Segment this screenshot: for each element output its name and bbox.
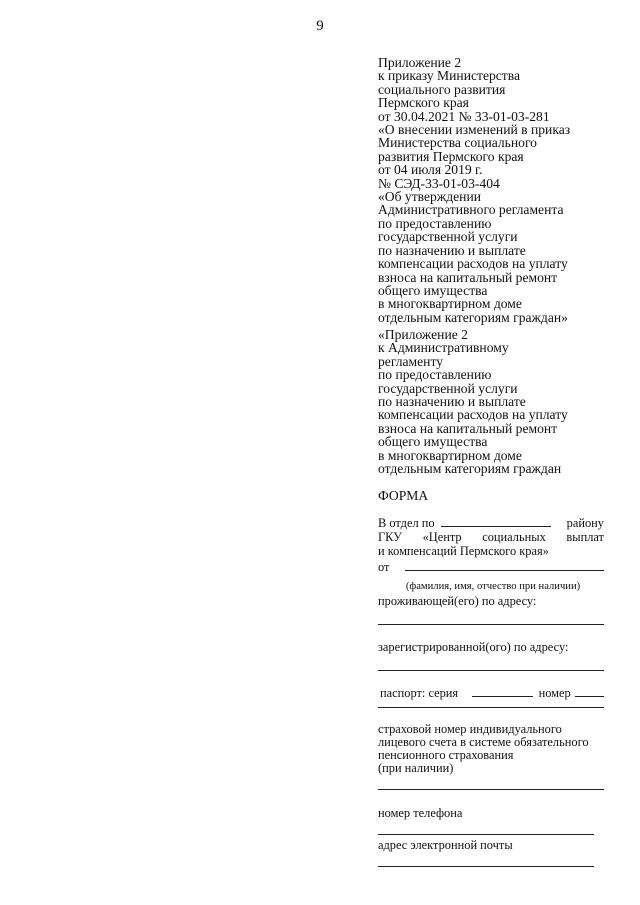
to-department-label: В отдел по — [378, 516, 435, 530]
fio-hint: (фамилия, имя, отчество при наличии) — [405, 581, 581, 592]
gku-line — [378, 531, 604, 544]
district-field[interactable] — [441, 515, 551, 527]
passport-number-field[interactable] — [575, 685, 604, 697]
reglament-line: по предоставлению — [378, 367, 492, 383]
appendix-line: Приложение 2 — [378, 55, 462, 70]
appendix-line: Административного регламента — [378, 202, 564, 218]
phone-label: номер телефона — [378, 806, 463, 820]
reglament-line: отдельным категориям граждан — [378, 461, 562, 477]
residence-address-field[interactable] — [378, 624, 604, 625]
appendix-line: государственной услуги — [378, 229, 518, 245]
registered-label: зарегистрированной(ого) по адресу: — [378, 640, 569, 654]
passport-series-field[interactable] — [472, 685, 532, 697]
appendix-line: к приказу Министерства — [378, 68, 521, 84]
passport-extra-field[interactable] — [378, 707, 604, 708]
reglament-line: в многоквартирном доме — [378, 447, 522, 463]
snils-field[interactable] — [378, 789, 604, 790]
gku-label: ГКУ — [378, 530, 402, 544]
department-line — [378, 515, 604, 530]
reglament-line: к Административному — [378, 340, 509, 356]
reglament-line: по назначению и выплате — [378, 394, 526, 410]
appendix-line: по назначению и выплате — [378, 242, 526, 258]
fio-field[interactable] — [405, 559, 604, 571]
appendix-line: от 30.04.2021 № 33-01-03-281 — [378, 108, 550, 124]
reglament-line: общего имущества — [378, 434, 488, 450]
appendix-line: развития Пермского края — [378, 148, 524, 164]
from-line — [378, 559, 604, 574]
appendix-line: «О внесении изменений в приказ — [378, 122, 571, 138]
page-number: 9 — [316, 18, 324, 34]
reglament-line: государственной услуги — [378, 380, 518, 396]
reglament-appendix-header — [378, 328, 606, 475]
appendix-line: социального развития — [378, 81, 506, 97]
phone-field[interactable] — [378, 834, 594, 835]
email-label: адрес электронной почты — [378, 838, 513, 852]
reglament-line: «Приложение 2 — [378, 327, 468, 342]
snils-line: страховой номер индивидуального — [378, 722, 562, 736]
district-label: району — [566, 516, 604, 530]
social-label: социальных — [482, 530, 546, 544]
appendix-line: по предоставлению — [378, 215, 492, 231]
residing-label: проживающей(его) по адресу: — [378, 594, 537, 608]
registration-address-field[interactable] — [378, 670, 604, 671]
snils-line: (при наличии) — [378, 761, 454, 775]
passport-series-label: паспорт: серия — [380, 686, 459, 700]
appendix-header — [378, 56, 606, 324]
reglament-line: взноса на капитальный ремонт — [378, 420, 558, 436]
payments-label: выплат — [566, 530, 604, 544]
appendix-line: отдельным категориям граждан» — [378, 309, 568, 325]
snils-line: пенсионного страхования — [378, 748, 514, 762]
appendix-line: компенсации расходов на уплату — [378, 256, 568, 272]
snils-label — [378, 723, 604, 775]
appendix-line: «Об утверждении — [378, 189, 482, 205]
appendix-line: № СЭД-33-01-03-404 — [378, 175, 500, 191]
center-label: «Центр — [422, 530, 462, 544]
appendix-line: от 04 июля 2019 г. — [378, 162, 483, 178]
form-title: ФОРМА — [378, 488, 429, 503]
appendix-line: Пермского края — [378, 95, 469, 111]
appendix-line: взноса на капитальный ремонт — [378, 269, 558, 285]
appendix-line: Министерства социального — [378, 135, 537, 151]
appendix-line: общего имущества — [378, 282, 488, 298]
passport-line — [378, 685, 604, 700]
compensations-line: и компенсаций Пермского края» — [378, 544, 549, 558]
application-form — [378, 515, 604, 867]
snils-line: лицевого счета в системе обязательного — [378, 735, 589, 749]
reglament-line: компенсации расходов на уплату — [378, 407, 568, 423]
from-label: от — [378, 560, 390, 574]
passport-number-label: номер — [538, 686, 571, 700]
email-field[interactable] — [378, 866, 594, 867]
reglament-line: регламенту — [378, 353, 444, 369]
appendix-line: в многоквартирном доме — [378, 296, 522, 312]
